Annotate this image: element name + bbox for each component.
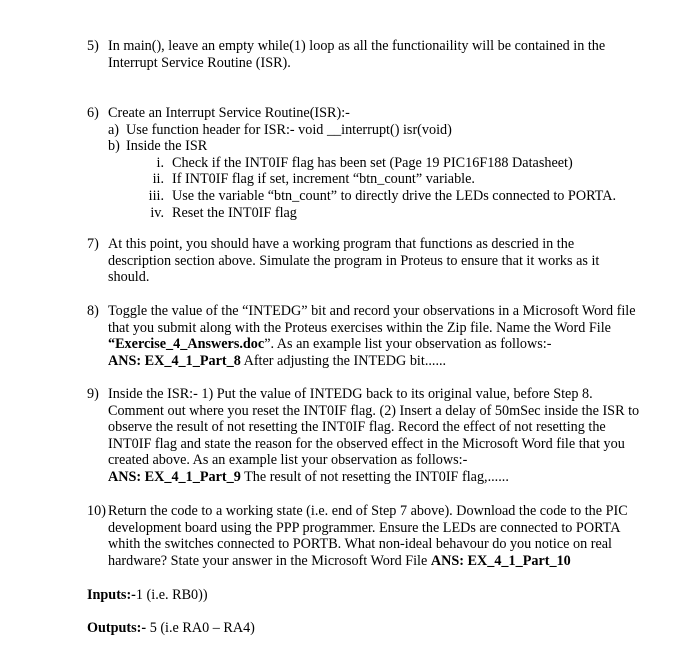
step-line: observe the result of not resetting the INT0IF flag. Record the effect of not resetting the — [108, 419, 606, 436]
step-number: 10) — [87, 503, 106, 519]
answer-label: ANS: EX_4_1_Part_9 — [108, 468, 241, 485]
step-line: Create an Interrupt Service Routine(ISR):- — [108, 105, 350, 121]
step-line: At this point, you should have a working program that functions as descried in the — [108, 236, 575, 252]
step-body — [108, 236, 655, 286]
step-10 — [87, 503, 655, 569]
sub-label: a) — [108, 121, 120, 138]
answer-label: ANS: EX_4_1_Part_10 — [430, 552, 571, 569]
inputs-label: Inputs:- — [87, 587, 136, 603]
roman-label: i. — [156, 154, 164, 171]
step-line: whith the switches connected to PORTB. What non-ideal behavour do you notice on real — [108, 536, 612, 553]
roman-list — [108, 155, 655, 221]
step-line — [108, 353, 655, 370]
roman-item — [108, 205, 655, 222]
step-5 — [87, 38, 655, 71]
roman-item — [108, 155, 655, 172]
step-text: hardware? State your answer in the Microsoft Word File — [108, 552, 431, 569]
sub-list — [108, 122, 655, 155]
roman-text: If INT0IF flag if set, increment “btn_count” variable. — [172, 171, 475, 188]
step-body — [108, 105, 655, 221]
step-line: created above. As an example list your observation as follows:- — [108, 452, 468, 469]
step-body — [108, 38, 655, 71]
outputs-label: Outputs:- — [87, 620, 147, 636]
step-line: Comment out where you reset the INT0IF flag. (2) Insert a delay of 50mSec inside the ISR to — [108, 402, 640, 419]
roman-label: ii. — [152, 171, 164, 188]
inputs-line — [87, 587, 208, 604]
inputs-value: 1 (i.e. RB0)) — [135, 587, 208, 603]
step-line: description section above. Simulate the program in Proteus to ensure that it works as it — [108, 252, 600, 269]
answer-label: ANS: EX_4_1_Part_8 — [108, 352, 241, 369]
step-number: 8) — [87, 303, 99, 319]
step-line — [108, 336, 655, 353]
step-line — [108, 469, 655, 486]
sub-text: Use function header for ISR:- void __interrupt() isr(void) — [126, 121, 452, 138]
roman-text: Use the variable “btn_count” to directly drive the LEDs connected to PORTA. — [172, 187, 616, 204]
step-line: Toggle the value of the “INTEDG” bit and record your observations in a Microsoft Word file — [108, 303, 636, 319]
roman-text: Check if the INT0IF flag has been set (Page 19 PIC16F188 Datasheet) — [172, 154, 573, 171]
step-line: Inside the ISR:- 1) Put the value of INTEDG back to its original value, before Step 8. — [108, 386, 593, 402]
step-body — [108, 386, 655, 486]
outputs-line — [87, 620, 255, 637]
step-number: 9) — [87, 386, 99, 402]
step-number: 7) — [87, 236, 99, 252]
step-line: Return the code to a working state (i.e. end of Step 7 above). Download the code to the PIC — [108, 503, 628, 519]
step-6 — [87, 105, 655, 221]
sub-item — [108, 138, 655, 155]
step-line: INT0IF flag and state the reason for the observed effect in the Microsoft Word file that you — [108, 435, 625, 452]
step-line: Interrupt Service Routine (ISR). — [108, 54, 291, 71]
step-line: In main(), leave an empty while(1) loop as all the functionaility will be contained in the — [108, 38, 606, 54]
step-line — [108, 553, 655, 570]
roman-item — [108, 171, 655, 188]
step-line: that you submit along with the Proteus exercises within the Zip file. Name the Word File — [108, 319, 611, 336]
step-number: 6) — [87, 105, 99, 121]
file-name: “Exercise_4_Answers.doc — [108, 336, 265, 353]
roman-item — [108, 188, 655, 205]
outputs-value: 5 (i.e RA0 – RA4) — [146, 620, 255, 636]
step-body — [108, 503, 655, 569]
roman-text: Reset the INT0IF flag — [172, 204, 297, 221]
sub-item — [108, 122, 655, 139]
step-number: 5) — [87, 38, 99, 54]
roman-label: iii. — [148, 187, 164, 204]
step-line: development board using the PPP programmer. Ensure the LEDs are connected to PORTA — [108, 519, 621, 536]
step-8 — [87, 303, 655, 369]
step-line: should. — [108, 269, 150, 286]
step-text: The result of not resetting the INT0IF flag,...... — [240, 468, 509, 485]
step-7 — [87, 236, 655, 286]
step-text: ”. As an example list your observation as follows:- — [264, 336, 552, 353]
step-text: After adjusting the INTEDG bit...... — [240, 352, 447, 369]
step-9 — [87, 386, 655, 486]
roman-label: iv. — [150, 204, 164, 221]
sub-label: b) — [108, 138, 120, 155]
sub-text: Inside the ISR — [126, 138, 208, 155]
step-body — [108, 303, 655, 369]
